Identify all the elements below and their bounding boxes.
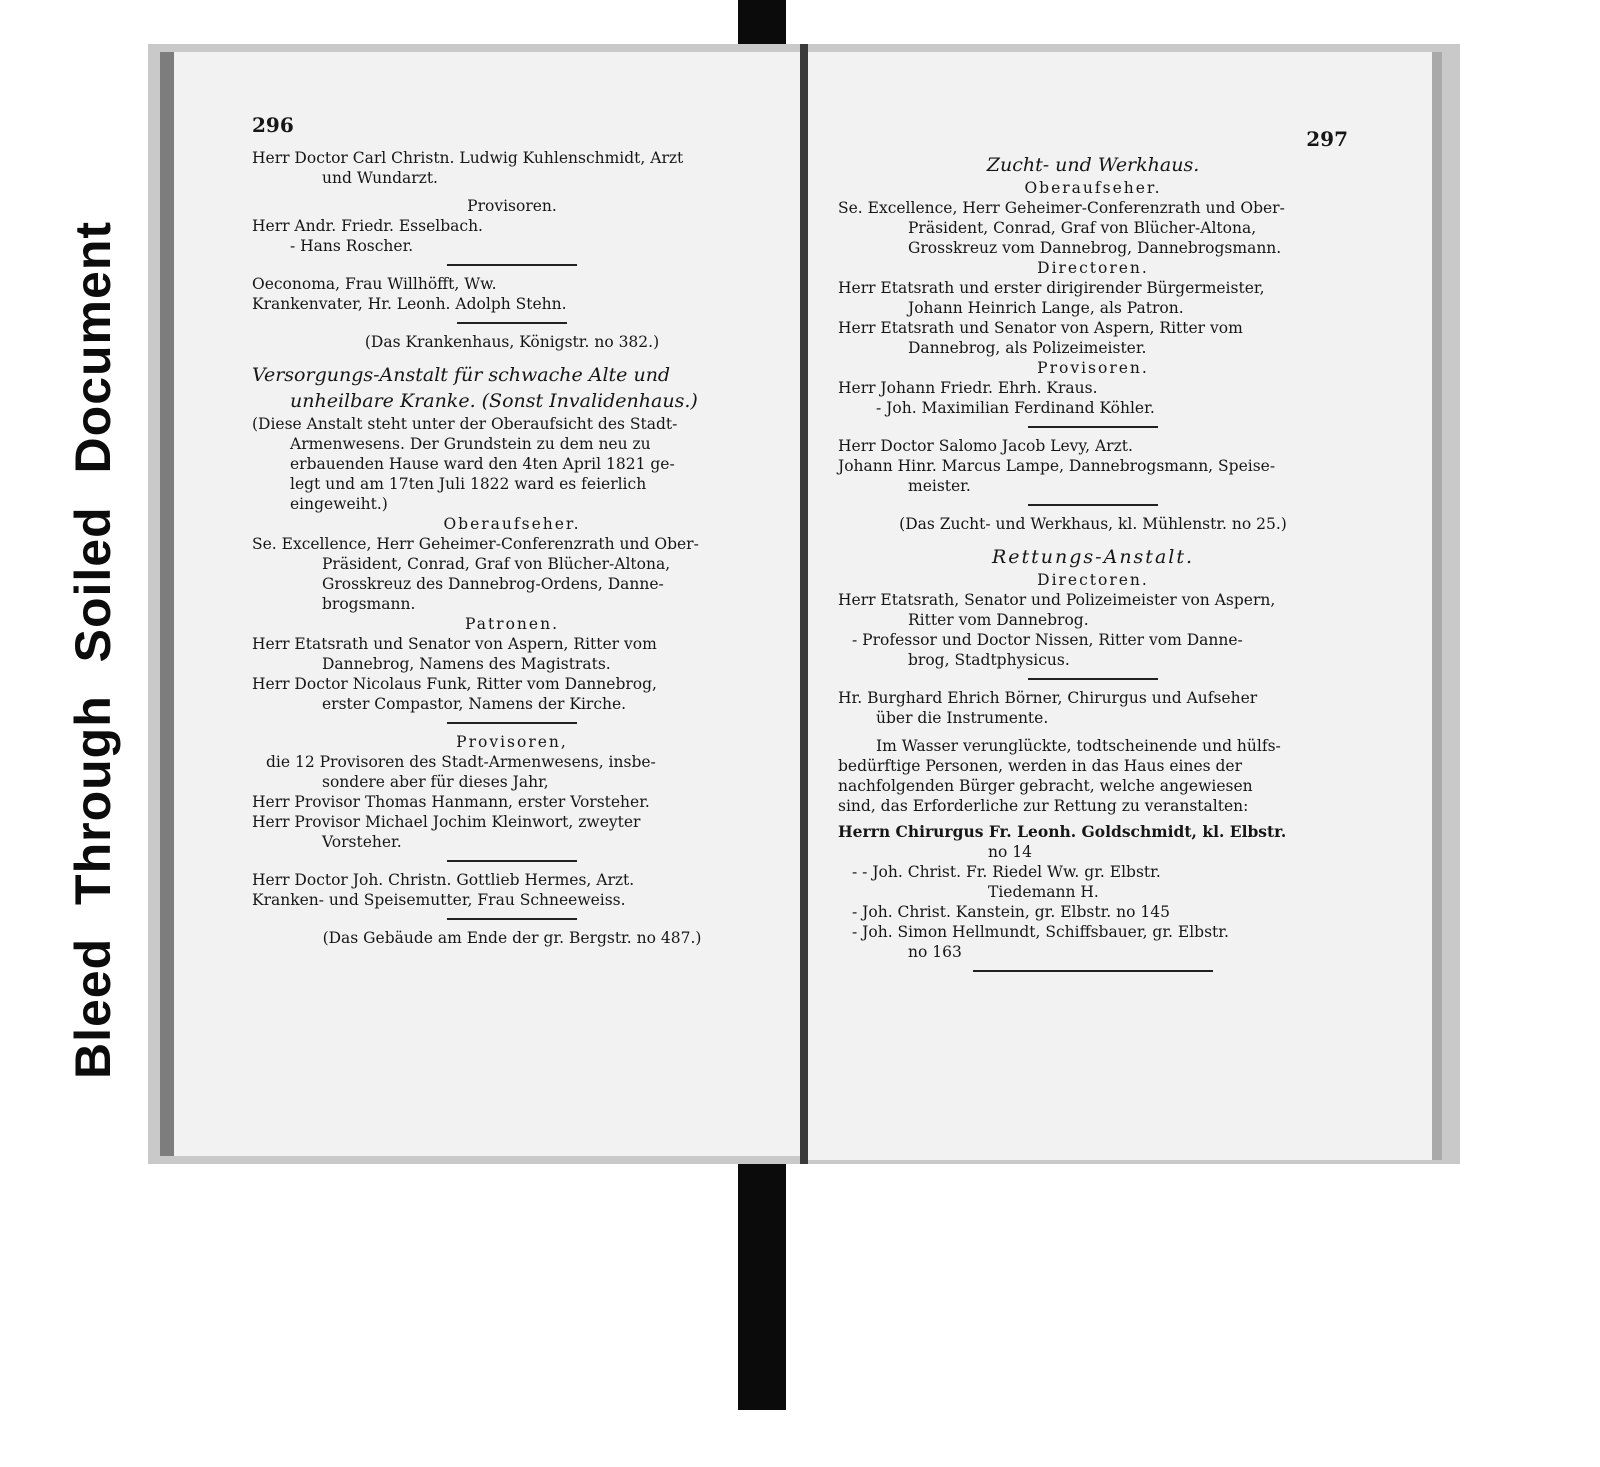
text-line: Krankenvater, Hr. Leonh. Adolph Stehn. bbox=[252, 295, 567, 313]
text-line: sind, das Erforderliche zur Rettung zu veranstalten: bbox=[838, 797, 1249, 815]
text-line: no 163 bbox=[908, 943, 962, 961]
divider-rule bbox=[1028, 426, 1158, 428]
text-line: Dannebrog, Namens des Magistrats. bbox=[322, 655, 611, 673]
text-line: Herr Provisor Thomas Hanmann, erster Vorsteher. bbox=[252, 793, 650, 811]
divider-rule bbox=[447, 264, 577, 266]
text-line: Grosskreuz des Dannebrog-Ordens, Danne- bbox=[322, 575, 664, 593]
text-line: Herrn Chirurgus Fr. Leonh. Goldschmidt, kl. Elbstr. bbox=[838, 822, 1287, 841]
text-line: Präsident, Conrad, Graf von Blücher-Altona, bbox=[322, 555, 671, 573]
text-line: Herr Doctor Joh. Christn. Gottlieb Hermes, Arzt. bbox=[252, 871, 635, 889]
text-line: - - Joh. Christ. Fr. Riedel Ww. gr. Elbstr. bbox=[852, 863, 1161, 881]
text-line: (Diese Anstalt steht unter der Oberaufsicht des Stadt- bbox=[252, 415, 678, 433]
text-line: Johann Hinr. Marcus Lampe, Dannebrogsmann, Speise- bbox=[838, 457, 1276, 475]
text-line: brogsmann. bbox=[322, 595, 416, 613]
document-label-text: Bleed Through Soiled Document bbox=[65, 220, 121, 1080]
section-title: Zucht- und Werkhaus. bbox=[986, 154, 1200, 176]
section-heading: Provisoren. bbox=[1037, 359, 1149, 377]
section-heading: Directoren. bbox=[1037, 259, 1149, 277]
section-title: Versorgungs-Anstalt für schwache Alte und bbox=[252, 364, 671, 386]
text-line: erbauenden Hause ward den 4ten April 1821 ge- bbox=[290, 455, 675, 473]
text-line: sondere aber für dieses Jahr, bbox=[322, 773, 549, 791]
section-heading: Patronen. bbox=[464, 615, 559, 633]
text-line: Herr Etatsrath und Senator von Aspern, Ritter vom bbox=[838, 319, 1243, 337]
text-line: Grosskreuz vom Dannebrog, Dannebrogsmann. bbox=[908, 239, 1282, 257]
text-line: Se. Excellence, Herr Geheimer-Conferenzrath und Ober- bbox=[838, 199, 1285, 217]
text-line: Herr Etatsrath und erster dirigirender Bürgermeister, bbox=[838, 279, 1265, 297]
address-line: (Das Zucht- und Werkhaus, kl. Mühlenstr. no 25.) bbox=[899, 515, 1287, 533]
address-line: (Das Krankenhaus, Königstr. no 382.) bbox=[364, 333, 660, 351]
left-page-content bbox=[252, 112, 772, 948]
text-line: - Professor und Doctor Nissen, Ritter vom Danne- bbox=[852, 631, 1243, 649]
text-line: - Joh. Simon Hellmundt, Schiffsbauer, gr. Elbstr. bbox=[852, 923, 1229, 941]
text-line: bedürftige Personen, werden in das Haus eines der bbox=[838, 757, 1243, 775]
text-line: Tiedemann H. bbox=[988, 883, 1099, 901]
left-page-number: 296 bbox=[252, 113, 294, 137]
divider-rule bbox=[1028, 678, 1158, 680]
text-line: über die Instrumente. bbox=[876, 709, 1049, 727]
right-page-content bbox=[838, 126, 1348, 980]
document-label bbox=[38, 80, 148, 1120]
section-title: unheilbare Kranke. (Sonst Invalidenhaus.) bbox=[290, 390, 698, 412]
book-spread bbox=[148, 44, 1460, 1164]
right-page-number: 297 bbox=[1306, 127, 1348, 151]
section-heading: Provisoren, bbox=[456, 733, 568, 751]
text-line: Kranken- und Speisemutter, Frau Schneeweiss. bbox=[252, 891, 626, 909]
binding-bottom bbox=[738, 1160, 786, 1410]
text-line: legt und am 17ten Juli 1822 ward es feierlich bbox=[290, 475, 647, 493]
text-line: - Joh. Christ. Kanstein, gr. Elbstr. no 145 bbox=[852, 903, 1170, 921]
text-line: Herr Andr. Friedr. Esselbach. bbox=[252, 217, 483, 235]
text-line: erster Compastor, Namens der Kirche. bbox=[322, 695, 627, 713]
text-line: und Wundarzt. bbox=[322, 169, 438, 187]
text-line: eingeweiht.) bbox=[290, 495, 388, 513]
divider-rule bbox=[447, 918, 577, 920]
text-line: Ritter vom Dannebrog. bbox=[908, 611, 1089, 629]
text-line: Im Wasser verunglückte, todtscheinende und hülfs- bbox=[876, 737, 1281, 755]
divider-rule bbox=[457, 322, 567, 324]
text-line: Johann Heinrich Lange, als Patron. bbox=[908, 299, 1184, 317]
text-line: meister. bbox=[908, 477, 971, 495]
section-heading: Provisoren. bbox=[467, 197, 557, 215]
text-line: Se. Excellence, Herr Geheimer-Conferenzrath und Ober- bbox=[252, 535, 699, 553]
divider-rule bbox=[447, 722, 577, 724]
text-line: brog, Stadtphysicus. bbox=[908, 651, 1070, 669]
text-line: Armenwesens. Der Grundstein zu dem neu zu bbox=[290, 435, 651, 453]
text-line: Präsident, Conrad, Graf von Blücher-Altona, bbox=[908, 219, 1257, 237]
text-line: Herr Doctor Nicolaus Funk, Ritter vom Dannebrog, bbox=[252, 675, 657, 693]
text-line: Herr Doctor Salomo Jacob Levy, Arzt. bbox=[838, 437, 1133, 455]
right-page bbox=[808, 52, 1442, 1160]
address-line: (Das Gebäude am Ende der gr. Bergstr. no 487.) bbox=[322, 929, 702, 947]
section-heading: Oberaufseher. bbox=[1024, 179, 1162, 197]
text-line: no 14 bbox=[988, 843, 1032, 861]
section-heading: Directoren. bbox=[1037, 571, 1149, 589]
text-line: - Hans Roscher. bbox=[290, 237, 414, 255]
text-line: die 12 Provisoren des Stadt-Armenwesens, insbe- bbox=[266, 753, 656, 771]
text-line: Herr Etatsrath, Senator und Polizeimeister von Aspern, bbox=[838, 591, 1276, 609]
text-line: Hr. Burghard Ehrich Börner, Chirurgus und Aufseher bbox=[838, 689, 1258, 707]
text-line: Vorsteher. bbox=[322, 833, 402, 851]
left-page bbox=[160, 52, 800, 1156]
section-heading: Oberaufseher. bbox=[443, 515, 581, 533]
divider-rule bbox=[447, 860, 577, 862]
divider-rule bbox=[1028, 504, 1158, 506]
text-line: Herr Etatsrath und Senator von Aspern, Ritter vom bbox=[252, 635, 657, 653]
text-line: - Joh. Maximilian Ferdinand Köhler. bbox=[876, 399, 1155, 417]
book-gutter bbox=[800, 44, 808, 1164]
divider-rule bbox=[973, 970, 1213, 972]
text-line: Oeconoma, Frau Willhöfft, Ww. bbox=[252, 275, 497, 293]
text-line: Dannebrog, als Polizeimeister. bbox=[908, 339, 1147, 357]
text-line: Herr Doctor Carl Christn. Ludwig Kuhlenschmidt, Arzt bbox=[252, 149, 684, 167]
text-line: Herr Provisor Michael Jochim Kleinwort, zweyter bbox=[252, 813, 641, 831]
section-title: Rettungs-Anstalt. bbox=[991, 546, 1195, 568]
text-line: Herr Johann Friedr. Ehrh. Kraus. bbox=[838, 379, 1098, 397]
text-line: nachfolgenden Bürger gebracht, welche angewiesen bbox=[838, 777, 1253, 795]
